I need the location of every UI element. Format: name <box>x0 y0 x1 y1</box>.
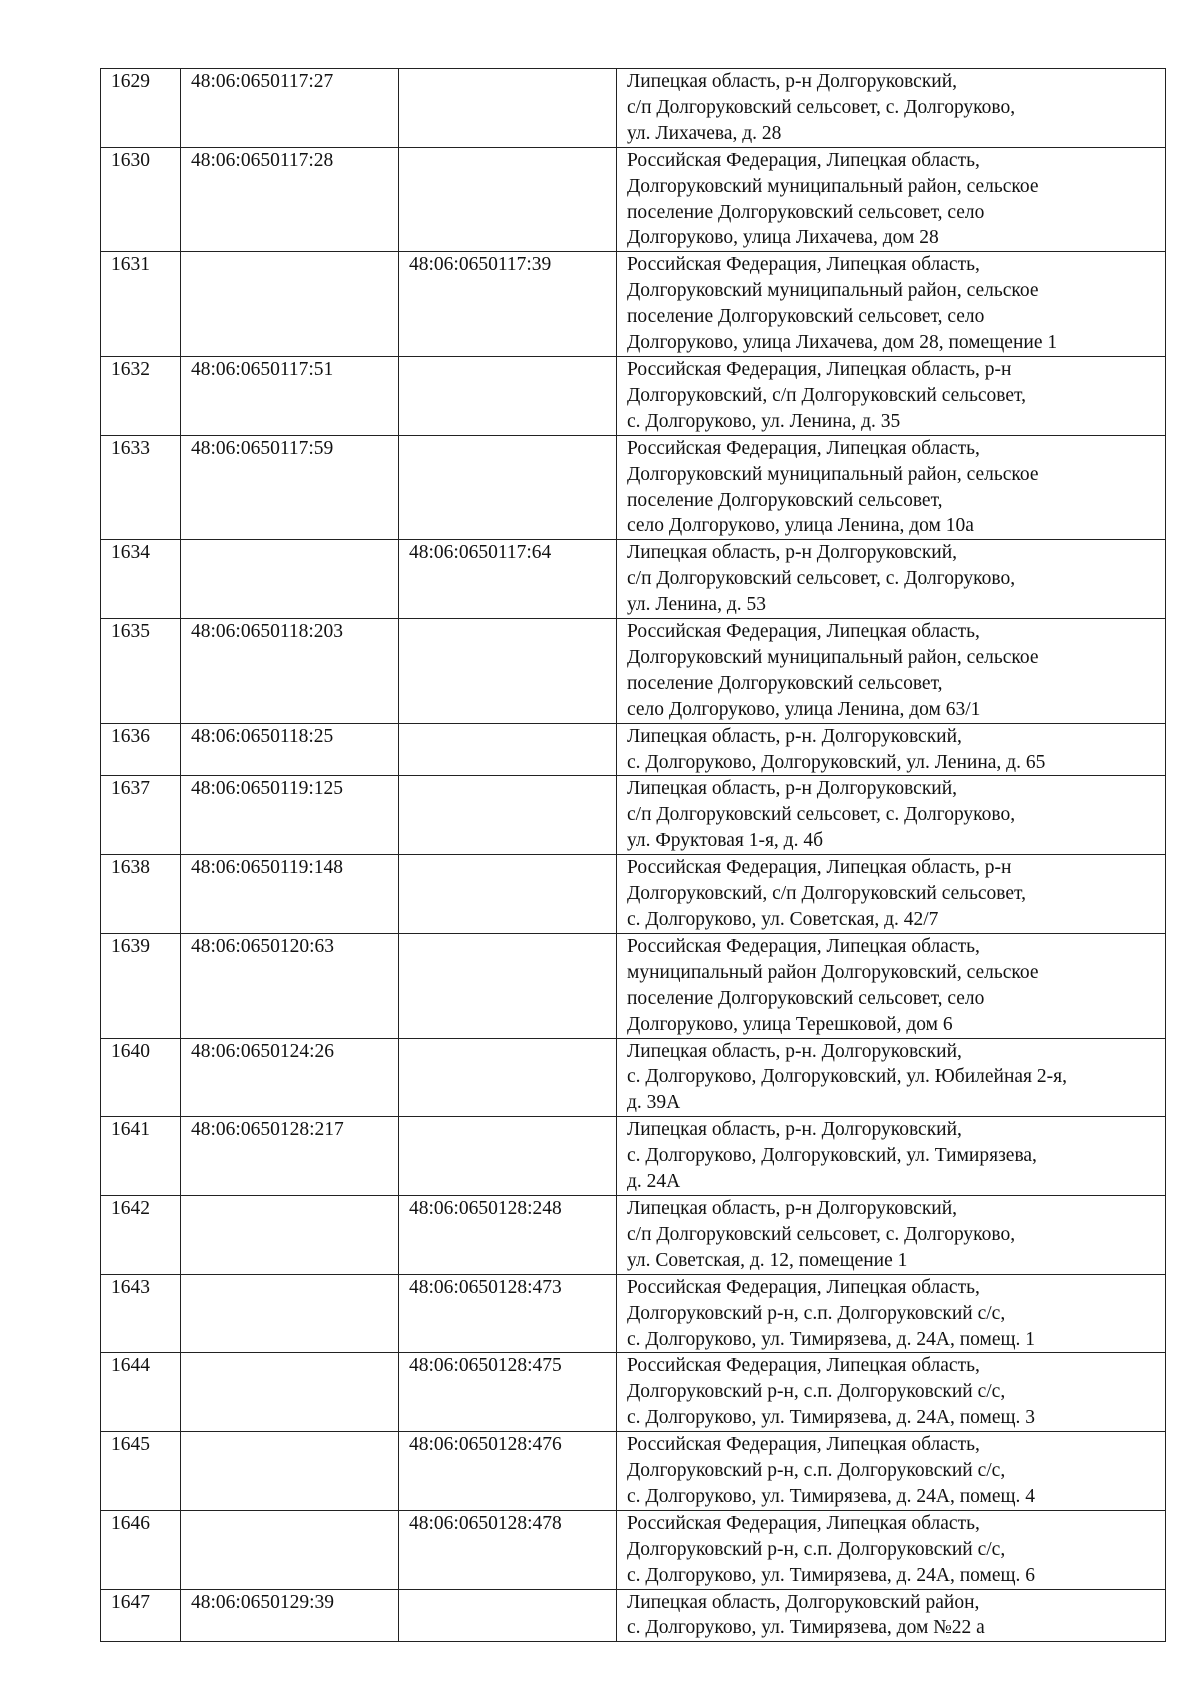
object-cadastral-number-cell: 48:06:0650117:39 <box>399 252 617 357</box>
table-row <box>101 69 1166 148</box>
object-cadastral-number-cell <box>399 1117 617 1196</box>
land-cadastral-number-cell <box>181 1274 399 1353</box>
land-cadastral-number-cell <box>181 1353 399 1432</box>
row-number-cell: 1638 <box>101 855 181 934</box>
table-row <box>101 619 1166 724</box>
object-cadastral-number-cell <box>399 1038 617 1117</box>
address-cell: Российская Федерация, Липецкая область, Долгоруковский муниципальный район, сельское поселение Долгоруковский сельсовет, село Долгоруково, улица Ленина, дом 10а <box>617 435 1166 540</box>
object-cadastral-number-cell <box>399 147 617 252</box>
object-cadastral-number-cell <box>399 776 617 855</box>
row-number-cell: 1633 <box>101 435 181 540</box>
land-cadastral-number-cell: 48:06:0650117:28 <box>181 147 399 252</box>
row-number-cell: 1647 <box>101 1589 181 1642</box>
object-cadastral-number-cell <box>399 435 617 540</box>
address-cell: Российская Федерация, Липецкая область, Долгоруковский р-н, с.п. Долгоруковский с/с, с. Долгоруково, ул. Тимирязева, д. 24А, помещ. 6 <box>617 1510 1166 1589</box>
table-row <box>101 356 1166 435</box>
table-row <box>101 776 1166 855</box>
address-cell: Российская Федерация, Липецкая область, Долгоруковский р-н, с.п. Долгоруковский с/с, с. Долгоруково, ул. Тимирязева, д. 24А, помещ. 1 <box>617 1274 1166 1353</box>
land-cadastral-number-cell: 48:06:0650119:125 <box>181 776 399 855</box>
registry-table <box>100 68 1166 1642</box>
address-cell: Липецкая область, р-н Долгоруковский, с/п Долгоруковский сельсовет, с. Долгоруково, ул. Ленина, д. 53 <box>617 540 1166 619</box>
object-cadastral-number-cell <box>399 933 617 1038</box>
row-number-cell: 1630 <box>101 147 181 252</box>
land-cadastral-number-cell: 48:06:0650117:59 <box>181 435 399 540</box>
address-cell: Российская Федерация, Липецкая область, Долгоруковский р-н, с.п. Долгоруковский с/с, с. Долгоруково, ул. Тимирязева, д. 24А, помещ. 4 <box>617 1432 1166 1511</box>
table-row <box>101 1038 1166 1117</box>
row-number-cell: 1636 <box>101 723 181 776</box>
land-cadastral-number-cell: 48:06:0650129:39 <box>181 1589 399 1642</box>
land-cadastral-number-cell <box>181 1510 399 1589</box>
row-number-cell: 1643 <box>101 1274 181 1353</box>
table-row <box>101 435 1166 540</box>
object-cadastral-number-cell: 48:06:0650117:64 <box>399 540 617 619</box>
table-row <box>101 1510 1166 1589</box>
object-cadastral-number-cell: 48:06:0650128:476 <box>399 1432 617 1511</box>
row-number-cell: 1631 <box>101 252 181 357</box>
row-number-cell: 1635 <box>101 619 181 724</box>
row-number-cell: 1639 <box>101 933 181 1038</box>
land-cadastral-number-cell: 48:06:0650120:63 <box>181 933 399 1038</box>
row-number-cell: 1641 <box>101 1117 181 1196</box>
table-row <box>101 1274 1166 1353</box>
land-cadastral-number-cell <box>181 1432 399 1511</box>
table-row <box>101 540 1166 619</box>
object-cadastral-number-cell <box>399 69 617 148</box>
table-row <box>101 933 1166 1038</box>
table-row <box>101 147 1166 252</box>
object-cadastral-number-cell: 48:06:0650128:473 <box>399 1274 617 1353</box>
object-cadastral-number-cell <box>399 619 617 724</box>
land-cadastral-number-cell <box>181 540 399 619</box>
row-number-cell: 1644 <box>101 1353 181 1432</box>
land-cadastral-number-cell <box>181 1195 399 1274</box>
land-cadastral-number-cell: 48:06:0650124:26 <box>181 1038 399 1117</box>
row-number-cell: 1632 <box>101 356 181 435</box>
object-cadastral-number-cell <box>399 723 617 776</box>
object-cadastral-number-cell <box>399 1589 617 1642</box>
row-number-cell: 1629 <box>101 69 181 148</box>
land-cadastral-number-cell: 48:06:0650128:217 <box>181 1117 399 1196</box>
land-cadastral-number-cell: 48:06:0650119:148 <box>181 855 399 934</box>
object-cadastral-number-cell <box>399 855 617 934</box>
address-cell: Российская Федерация, Липецкая область, р-н Долгоруковский, с/п Долгоруковский сельсовет, с. Долгоруково, ул. Ленина, д. 35 <box>617 356 1166 435</box>
object-cadastral-number-cell: 48:06:0650128:478 <box>399 1510 617 1589</box>
row-number-cell: 1642 <box>101 1195 181 1274</box>
table-row <box>101 1117 1166 1196</box>
table-row <box>101 1353 1166 1432</box>
row-number-cell: 1634 <box>101 540 181 619</box>
land-cadastral-number-cell: 48:06:0650117:27 <box>181 69 399 148</box>
address-cell: Российская Федерация, Липецкая область, р-н Долгоруковский, с/п Долгоруковский сельсовет, с. Долгоруково, ул. Советская, д. 42/7 <box>617 855 1166 934</box>
table-row <box>101 1432 1166 1511</box>
row-number-cell: 1646 <box>101 1510 181 1589</box>
address-cell: Липецкая область, р-н. Долгоруковский, с. Долгоруково, Долгоруковский, ул. Тимирязева, д. 24А <box>617 1117 1166 1196</box>
address-cell: Липецкая область, Долгоруковский район, с. Долгоруково, ул. Тимирязева, дом №22 а <box>617 1589 1166 1642</box>
table-row <box>101 252 1166 357</box>
address-cell: Липецкая область, р-н. Долгоруковский, с. Долгоруково, Долгоруковский, ул. Ленина, д. 65 <box>617 723 1166 776</box>
address-cell: Липецкая область, р-н Долгоруковский, с/п Долгоруковский сельсовет, с. Долгоруково, ул. Советская, д. 12, помещение 1 <box>617 1195 1166 1274</box>
address-cell: Российская Федерация, Липецкая область, муниципальный район Долгоруковский, сельское поселение Долгоруковский сельсовет, село Долгоруково, улица Терешковой, дом 6 <box>617 933 1166 1038</box>
row-number-cell: 1637 <box>101 776 181 855</box>
table-row <box>101 723 1166 776</box>
address-cell: Российская Федерация, Липецкая область, Долгоруковский муниципальный район, сельское поселение Долгоруковский сельсовет, село Долгоруково, улица Лихачева, дом 28 <box>617 147 1166 252</box>
table-row <box>101 855 1166 934</box>
land-cadastral-number-cell: 48:06:0650117:51 <box>181 356 399 435</box>
row-number-cell: 1645 <box>101 1432 181 1511</box>
table-row <box>101 1589 1166 1642</box>
address-cell: Липецкая область, р-н Долгоруковский, с/п Долгоруковский сельсовет, с. Долгоруково, ул. Лихачева, д. 28 <box>617 69 1166 148</box>
address-cell: Липецкая область, р-н Долгоруковский, с/п Долгоруковский сельсовет, с. Долгоруково, ул. Фруктовая 1-я, д. 4б <box>617 776 1166 855</box>
address-cell: Российская Федерация, Липецкая область, Долгоруковский муниципальный район, сельское поселение Долгоруковский сельсовет, село Долгоруково, улица Ленина, дом 63/1 <box>617 619 1166 724</box>
address-cell: Липецкая область, р-н. Долгоруковский, с. Долгоруково, Долгоруковский, ул. Юбилейная 2-я, д. 39А <box>617 1038 1166 1117</box>
object-cadastral-number-cell: 48:06:0650128:475 <box>399 1353 617 1432</box>
registry-body <box>101 69 1166 1642</box>
table-row <box>101 1195 1166 1274</box>
land-cadastral-number-cell: 48:06:0650118:25 <box>181 723 399 776</box>
address-cell: Российская Федерация, Липецкая область, Долгоруковский муниципальный район, сельское поселение Долгоруковский сельсовет, село Долгоруково, улица Лихачева, дом 28, помещение 1 <box>617 252 1166 357</box>
land-cadastral-number-cell <box>181 252 399 357</box>
object-cadastral-number-cell: 48:06:0650128:248 <box>399 1195 617 1274</box>
row-number-cell: 1640 <box>101 1038 181 1117</box>
land-cadastral-number-cell: 48:06:0650118:203 <box>181 619 399 724</box>
object-cadastral-number-cell <box>399 356 617 435</box>
address-cell: Российская Федерация, Липецкая область, Долгоруковский р-н, с.п. Долгоруковский с/с, с. Долгоруково, ул. Тимирязева, д. 24А, помещ. 3 <box>617 1353 1166 1432</box>
